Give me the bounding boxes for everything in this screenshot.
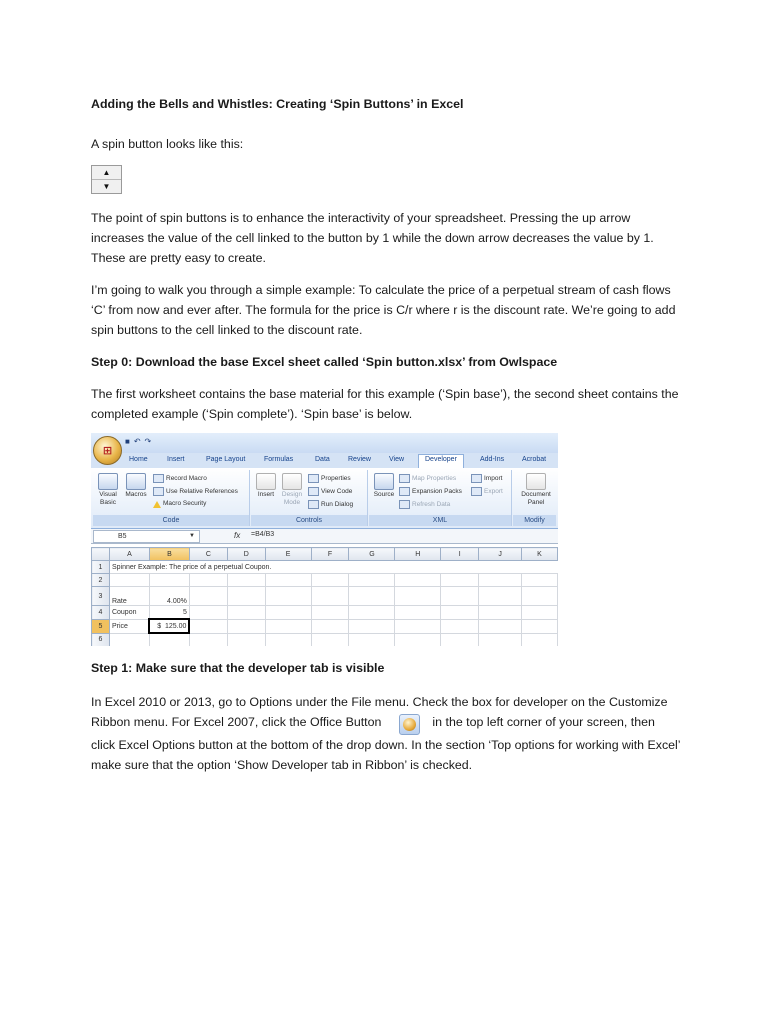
map-properties-icon [399, 474, 410, 483]
export-icon [471, 487, 482, 496]
step-1-heading: Step 1: Make sure that the developer tab is visible [91, 661, 385, 675]
view-code-button: View Code [308, 487, 352, 496]
column-header-row [92, 548, 558, 561]
tab-insert: Insert [167, 456, 185, 463]
refresh-data-icon [399, 500, 410, 509]
design-mode-icon [282, 473, 302, 490]
code-group-label: Code [93, 515, 249, 526]
properties-icon [308, 474, 319, 483]
save-icon: ■ [125, 437, 130, 446]
controls-group [251, 470, 368, 526]
controls-group-label: Controls [251, 515, 367, 526]
refresh-data-button: Refresh Data [399, 500, 450, 509]
formula-bar [91, 529, 558, 544]
cell-a1: Spinner Example: The price of a perpetual Coupon. [109, 561, 557, 574]
column-header: K [522, 548, 558, 561]
macro-security-button: Macro Security [153, 500, 206, 508]
column-header: B [149, 548, 189, 561]
redo-icon: ↷ [144, 437, 152, 446]
document-body [91, 94, 681, 424]
column-header: H [395, 548, 441, 561]
tab-data: Data [315, 456, 330, 463]
expansion-packs-button: Expansion Packs [399, 487, 462, 496]
spin-button-example[interactable] [91, 165, 122, 194]
document-panel-icon [526, 473, 546, 490]
excel-screenshot [91, 433, 558, 646]
relative-references-icon [153, 487, 164, 496]
spreadsheet-grid [91, 547, 558, 646]
tab-home: Home [129, 456, 148, 463]
macros-icon [126, 473, 146, 490]
cell-a4: Coupon [109, 606, 149, 620]
document-body-continued [91, 658, 681, 775]
expansion-packs-icon [399, 487, 410, 496]
table-row [92, 574, 558, 587]
paragraph-example: I’m going to walk you through a simple example: To calculate the price of a perpetual stream of cash flows ‘C’ from now and ever after. The formula for the price is C/r where r is the discount rate. We’re going to add spin buttons to the cell linked to the discount rate. [91, 283, 676, 337]
record-macro-icon [153, 474, 164, 483]
tab-page-layout: Page Layout [206, 456, 246, 463]
office-button-icon: ⊞ [93, 436, 122, 465]
source-icon [374, 473, 394, 490]
tab-formulas: Formulas [264, 456, 294, 463]
column-header: I [441, 548, 479, 561]
cell-a3: Rate [109, 587, 149, 606]
paragraph-intro: The point of spin buttons is to enhance the interactivity of your spreadsheet. Pressing the up arrow increases the value of the cell linked to the button by 1 while the down arrow decreases the value by 1. These are pretty easy to create. [91, 211, 654, 265]
step-0-heading: Step 0: Download the base Excel sheet called ‘Spin button.xlsx’ from Owlspace [91, 355, 558, 369]
formula-text: =B4/B3 [251, 531, 275, 538]
doc-title: Adding the Bells and Whistles: Creating ‘Spin Buttons’ in Excel [91, 97, 464, 111]
column-header: J [479, 548, 522, 561]
document-panel-button: Document Panel [521, 473, 551, 507]
export-button: Export [471, 487, 503, 496]
office-button-icon [399, 714, 420, 735]
name-box-dropdown-icon: ▼ [189, 533, 195, 539]
table-row [92, 587, 558, 606]
spin-down-arrow-icon[interactable]: ▼ [102, 181, 111, 191]
column-header: C [189, 548, 227, 561]
modify-group-label: Modify [513, 515, 556, 526]
tab-review: Review [348, 456, 371, 463]
tab-add-ins: Add-Ins [480, 456, 505, 463]
spin-up-arrow-icon[interactable]: ▲ [92, 166, 121, 180]
run-dialog-button: Run Dialog [308, 500, 353, 509]
paragraph-worksheets: The first worksheet contains the base material for this example (‘Spin base’), the second sheet contains the completed example (‘Spin complete’). ‘Spin base’ is below. [91, 387, 679, 421]
row-header: 1 [92, 561, 110, 574]
column-header: G [349, 548, 395, 561]
insert-control-icon [256, 473, 276, 490]
design-mode-button: Design Mode [280, 473, 304, 507]
macro-security-icon [153, 501, 161, 508]
cell-b5: $ 125.00 [149, 619, 189, 633]
corner-cell [92, 548, 110, 561]
import-icon [471, 474, 482, 483]
table-row [92, 561, 558, 574]
cell-a5: Price [109, 619, 149, 633]
xml-group-label: XML [369, 515, 511, 526]
table-row [92, 619, 558, 633]
properties-button: Properties [308, 474, 351, 483]
cell-b4: 5 [149, 606, 189, 620]
row-header: 2 [92, 574, 110, 587]
column-header: F [311, 548, 349, 561]
spin-intro: A spin button looks like this: [91, 137, 244, 151]
xml-group [369, 470, 512, 526]
relative-references-button: Use Relative References [153, 487, 238, 496]
map-properties-button: Map Properties [399, 474, 456, 483]
column-header: A [109, 548, 149, 561]
table-row [92, 633, 558, 646]
row-header: 6 [92, 633, 110, 646]
tab-view: View [389, 456, 405, 463]
row-header: 4 [92, 606, 110, 620]
source-button: Source [372, 473, 396, 499]
record-macro-button: Record Macro [153, 474, 207, 483]
ribbon-tabs [91, 453, 558, 469]
column-header: E [265, 548, 311, 561]
insert-control-button: Insert [254, 473, 278, 499]
undo-icon: ↶ [133, 437, 141, 446]
name-box: B5 ▼ [93, 530, 200, 543]
modify-group [513, 470, 556, 526]
tab-acrobat: Acrobat [522, 456, 547, 463]
view-code-icon [308, 487, 319, 496]
quick-access-toolbar [125, 437, 151, 446]
import-button: Import [471, 474, 502, 483]
paragraph-developer-tab: In Excel 2010 or 2013, go to Options under the File menu. Check the box for developer on the Customize Ribbon menu. For Excel 2007, click the Office Button in the top left corner of your screen, then click Excel Options button at the bottom of the drop down. In the section ‘Top options for working with Excel’ make sure that the option ‘Show Developer tab in Ribbon’ is checked. [91, 695, 681, 772]
fx-icon: fx [234, 531, 241, 540]
ribbon [91, 468, 558, 529]
column-header: D [227, 548, 265, 561]
row-header: 3 [92, 587, 110, 606]
code-group [93, 470, 250, 526]
tab-developer: Developer [418, 454, 464, 470]
visual-basic-icon [98, 473, 118, 490]
visual-basic-button: Visual Basic [96, 473, 120, 507]
row-header: 5 [92, 619, 110, 633]
macros-button: Macros [124, 473, 148, 499]
excel-title-bar [91, 433, 558, 453]
table-row [92, 606, 558, 620]
cell-b3: 4.00% [149, 587, 189, 606]
run-dialog-icon [308, 500, 319, 509]
